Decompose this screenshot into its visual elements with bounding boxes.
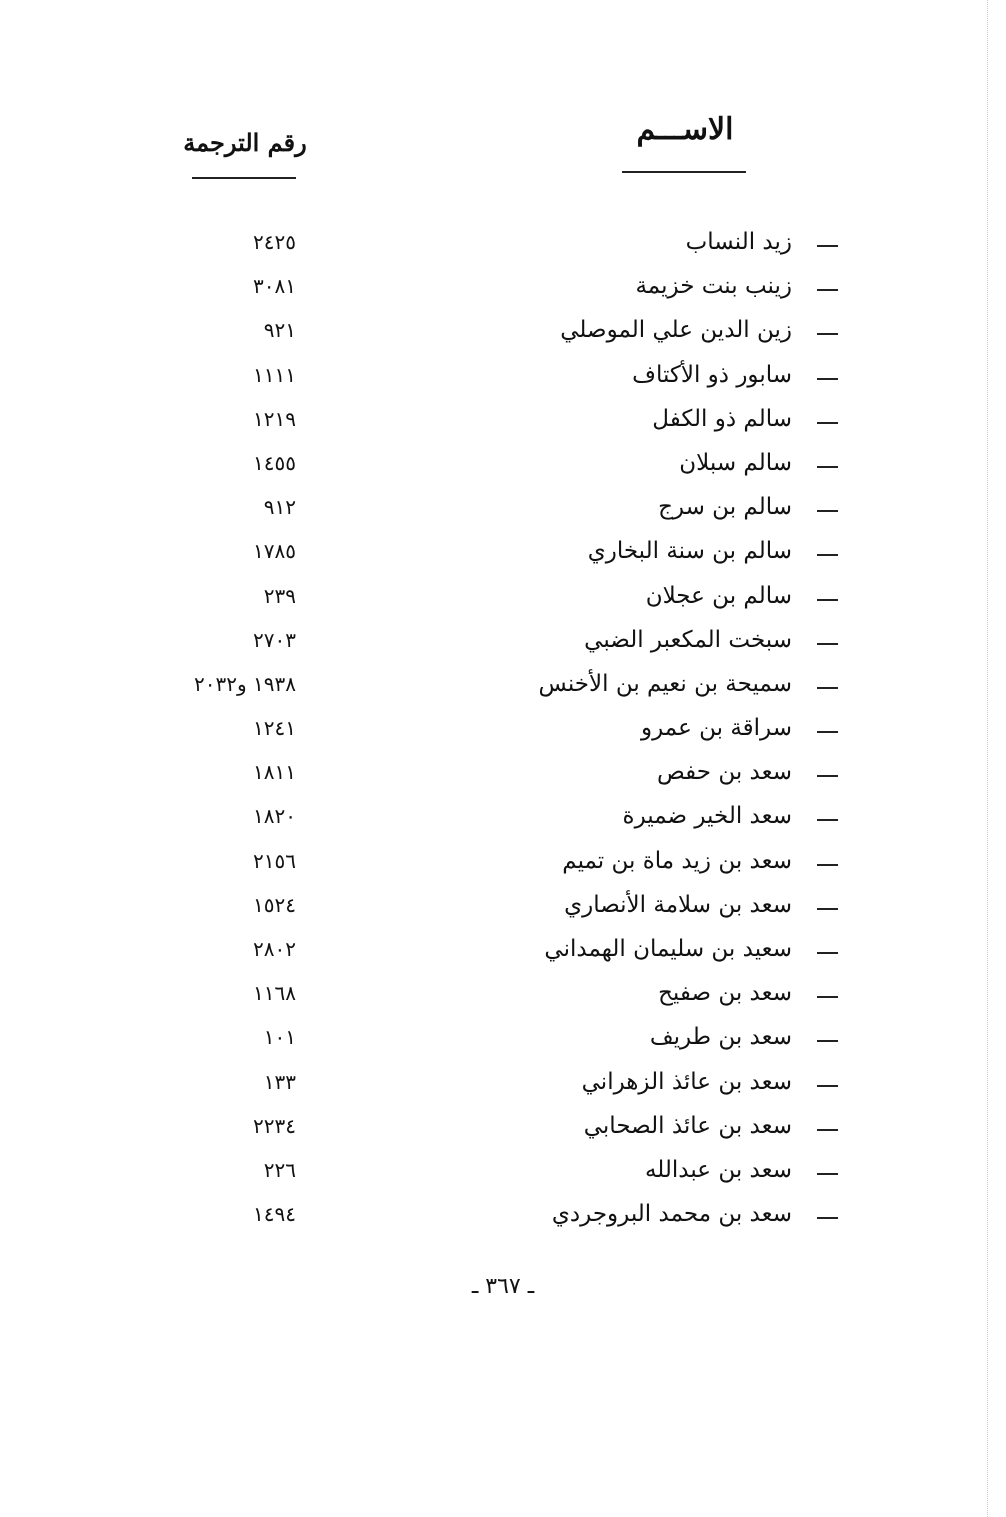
entry-number: ٢١٥٦	[253, 848, 296, 873]
entry-name: زيد النساب	[685, 229, 792, 255]
index-entry	[0, 399, 1006, 443]
entry-number: ١٤٩٤	[253, 1202, 296, 1227]
entry-dash	[817, 908, 838, 910]
index-entry	[0, 310, 1006, 354]
entry-number: ١٨٢٠	[253, 804, 296, 829]
entry-name: سعد بن صفيح	[658, 980, 792, 1007]
entry-dash	[817, 1129, 838, 1131]
entry-name: سميحة بن نعيم بن الأخنس	[538, 670, 792, 697]
entry-dash	[817, 996, 838, 998]
index-entry	[0, 1106, 1006, 1150]
entry-number: ١١٦٨	[253, 981, 296, 1006]
entry-dash	[817, 245, 838, 247]
entry-number: ٢٨٠٢	[253, 937, 296, 961]
index-entry	[0, 929, 1006, 973]
entry-number: ٢٢٦	[263, 1157, 296, 1182]
entry-number: ١٠١	[263, 1025, 296, 1050]
entry-name: سعد بن محمد البروجردي	[551, 1201, 792, 1228]
entry-dash	[817, 731, 838, 733]
entry-number: ١١١١	[253, 362, 296, 387]
index-entry	[0, 885, 1006, 929]
index-entry	[0, 664, 1006, 708]
entry-dash	[817, 687, 838, 689]
entry-dash	[817, 775, 838, 777]
entry-number: ١٢١٩	[253, 406, 296, 431]
entry-number: ١٣٣	[263, 1069, 296, 1094]
entry-dash	[817, 422, 838, 424]
entry-name: سالم ذو الكفل	[652, 405, 792, 432]
entry-name: سعد بن عائذ الصحابي	[583, 1112, 792, 1139]
index-entry	[0, 576, 1006, 620]
entry-dash	[817, 466, 838, 468]
entry-number: ١٤٥٥	[253, 450, 296, 475]
index-entry	[0, 796, 1006, 840]
entry-dash	[817, 643, 838, 645]
entry-dash	[817, 289, 838, 291]
index-entry	[0, 1062, 1006, 1106]
index-entry	[0, 531, 1006, 575]
entry-name: سعد الخير ضميرة	[622, 803, 792, 830]
entry-name: سابور ذو الأكتاف	[632, 361, 792, 388]
entry-name: سعد بن طريف	[649, 1024, 792, 1051]
entry-dash	[817, 510, 838, 512]
entry-dash	[817, 378, 838, 380]
index-entry	[0, 355, 1006, 399]
index-entry	[0, 266, 1006, 310]
index-entry	[0, 1150, 1006, 1194]
entry-number: ٩٢١	[263, 318, 296, 343]
entry-dash	[817, 819, 838, 821]
entry-name: سبخت المكعبر الضبي	[584, 626, 792, 653]
entry-name: سالم بن سنة البخاري	[587, 538, 792, 565]
name-column-title: الاســـم	[636, 112, 734, 147]
entry-number: ١٨١١	[253, 760, 296, 785]
entry-number: ١٩٣٨ و٢٠٣٢	[194, 671, 296, 696]
index-entry	[0, 620, 1006, 664]
index-entry	[0, 1194, 1006, 1238]
index-entry-list	[0, 222, 1006, 1238]
entry-number: ٢٣٩	[263, 583, 296, 608]
entry-number: ١٧٨٥	[253, 539, 296, 564]
entry-dash	[817, 1173, 838, 1175]
index-entry	[0, 841, 1006, 885]
entry-name: سعيد بن سليمان الهمداني	[544, 936, 792, 962]
entry-dash	[817, 864, 838, 866]
entry-dash	[817, 333, 838, 335]
entry-dash	[817, 599, 838, 601]
entry-dash	[817, 952, 838, 954]
index-entry	[0, 973, 1006, 1017]
entry-name: سالم بن عجلان	[645, 582, 792, 609]
entry-name: زينب بنت خزيمة	[635, 273, 792, 300]
entry-number: ٢٧٠٣	[253, 627, 296, 652]
entry-name: سراقة بن عمرو	[640, 715, 792, 742]
entry-dash	[817, 1040, 838, 1042]
entry-name: سعد بن زيد ماة بن تميم	[562, 847, 792, 874]
entry-name: سالم سبلان	[679, 449, 792, 476]
entry-number: ١٥٢٤	[253, 892, 296, 917]
entry-dash	[817, 554, 838, 556]
entry-number: ٩١٢	[263, 495, 296, 520]
index-entry	[0, 443, 1006, 487]
index-entry	[0, 222, 1006, 266]
entry-name: سعد بن عبدالله	[644, 1156, 792, 1183]
scan-edge-line	[987, 0, 988, 1517]
entry-name: سعد بن حفص	[656, 759, 792, 786]
number-title-underline	[192, 177, 296, 179]
entry-name: سعد بن سلامة الأنصاري	[564, 891, 792, 918]
index-entry	[0, 752, 1006, 796]
number-column-title: رقم الترجمة	[183, 128, 307, 157]
index-entry	[0, 708, 1006, 752]
entry-number: ٢٤٢٥	[253, 230, 296, 254]
entry-name: سعد بن عائذ الزهراني	[581, 1068, 792, 1095]
entry-number: ٢٢٣٤	[253, 1113, 296, 1138]
entry-name: سالم بن سرج	[658, 494, 792, 521]
entry-name: زين الدين علي الموصلي	[560, 317, 792, 344]
entry-dash	[817, 1217, 838, 1219]
entry-number: ١٢٤١	[253, 716, 296, 741]
index-entry	[0, 1017, 1006, 1061]
entry-number: ٣٠٨١	[253, 274, 296, 299]
entry-dash	[817, 1085, 838, 1087]
page-number: ـ ٣٦٧ ـ	[471, 1274, 535, 1299]
name-title-underline	[622, 171, 746, 173]
index-entry	[0, 487, 1006, 531]
